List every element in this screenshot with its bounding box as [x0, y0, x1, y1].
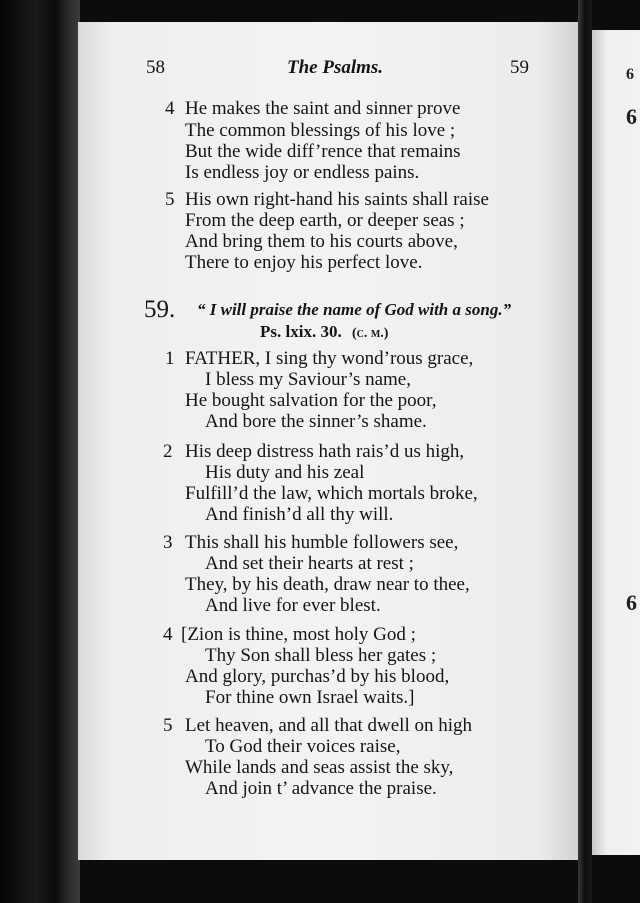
verse-line: They, by his death, draw near to thee,: [185, 574, 470, 595]
reference-text: Ps. lxix. 30.: [260, 322, 342, 341]
verse-line: Fulfill’d the law, which mortals broke,: [185, 483, 478, 504]
verse-line: I bless my Saviour’s name,: [205, 369, 411, 390]
verse-line: But the wide diff’rence that remains: [185, 141, 461, 162]
verse-line: And join t’ advance the praise.: [205, 778, 437, 799]
verse-line: There to enjoy his perfect love.: [185, 252, 423, 273]
verse-line: FATHER, I sing thy wond’rous grace,: [185, 348, 474, 369]
verse-number: 5: [163, 715, 173, 736]
scripture-reference: [260, 323, 388, 341]
facing-page-edge: [592, 30, 640, 855]
verse-number: 4: [165, 98, 175, 119]
verse-number: 5: [165, 189, 175, 210]
verse-line: [Zion is thine, most holy God ;: [181, 624, 416, 645]
page-number-right: 59: [510, 57, 529, 78]
verse-line: For thine own Israel waits.]: [205, 687, 415, 708]
verse-number: 2: [163, 441, 173, 462]
verse-line: And set their hearts at rest ;: [205, 553, 414, 574]
verse-line: To God their voices raise,: [205, 736, 401, 757]
verse-line: From the deep earth, or deeper seas ;: [185, 210, 465, 231]
verse-line: He makes the saint and sinner prove: [185, 98, 461, 119]
verse-line: His deep distress hath rais’d us high,: [185, 441, 465, 462]
facing-page-verse-number: 6: [626, 104, 637, 129]
verse-line: And finish’d all thy will.: [205, 504, 394, 525]
verse-line: And glory, purchas’d by his blood,: [185, 666, 450, 687]
verse-line: His own right-hand his saints shall raise: [185, 189, 489, 210]
verse-number: 1: [165, 348, 175, 369]
verse-number: 4: [163, 624, 173, 645]
facing-page-verse-number: 6: [626, 590, 637, 615]
running-title: The Psalms.: [287, 57, 384, 78]
verse-line: Let heaven, and all that dwell on high: [185, 715, 473, 736]
meter-label: (c. m.): [351, 326, 389, 341]
facing-page-number: 6: [626, 66, 634, 83]
verse-line: And bring them to his courts above,: [185, 231, 458, 252]
verse-number: 3: [163, 532, 173, 553]
verse-line: While lands and seas assist the sky,: [185, 757, 454, 778]
page-gutter: [578, 0, 592, 903]
verse-line: And live for ever blest.: [205, 595, 381, 616]
verse-line: This shall his humble followers see,: [185, 532, 459, 553]
hymn-number: 59.: [144, 296, 176, 323]
verse-line: His duty and his zeal: [205, 462, 365, 483]
hymn-epigraph: “ I will praise the name of God with a song.”: [197, 300, 512, 319]
verse-line: He bought salvation for the poor,: [185, 390, 437, 411]
verse-line: Thy Son shall bless her gates ;: [205, 645, 437, 666]
verse-line: Is endless joy or endless pains.: [185, 162, 420, 183]
book-spine-shadow: [0, 0, 80, 903]
page-number-left: 58: [146, 57, 165, 78]
verse-line: And bore the sinner’s shame.: [205, 411, 427, 432]
verse-line: The common blessings of his love ;: [185, 120, 456, 141]
